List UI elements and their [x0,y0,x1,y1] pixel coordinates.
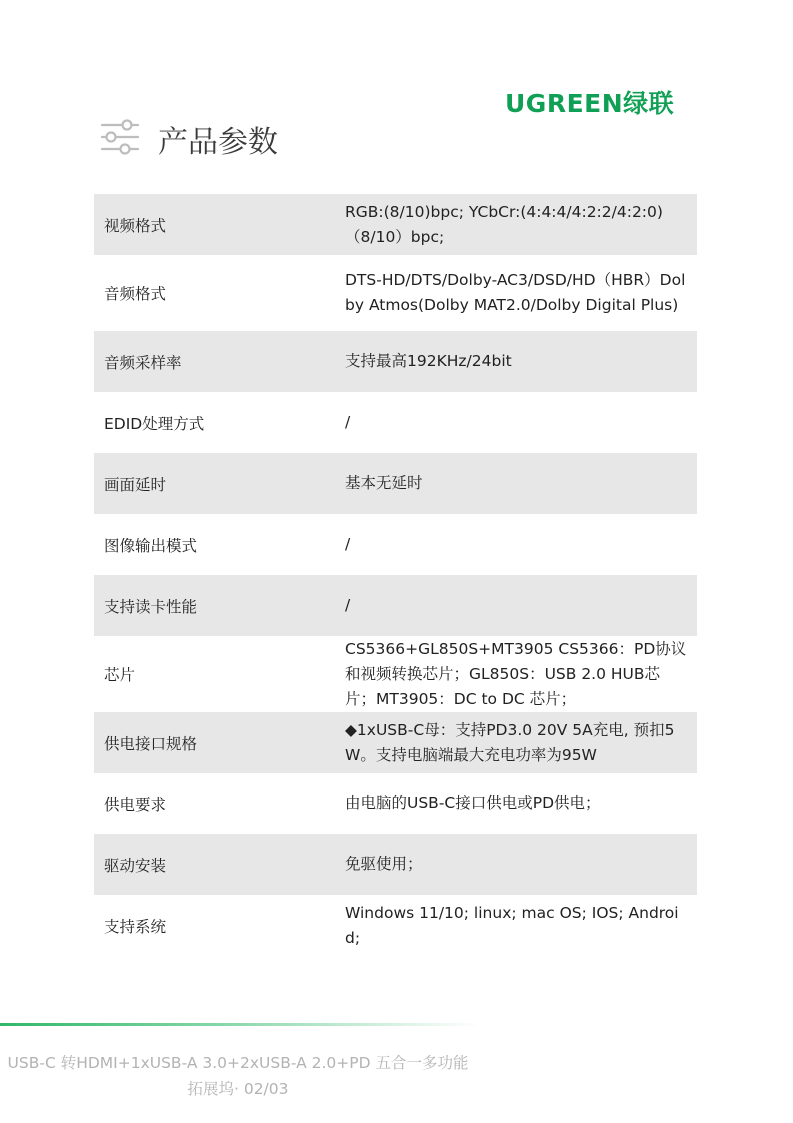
section-heading [100,118,278,160]
footer-page-number: · 02/03 [233,1080,289,1098]
spec-name: EDID处理方式 [104,414,205,433]
page-title: 产品参数 [158,125,278,160]
spec-value: 免驱使用； [345,855,423,873]
spec-row [94,895,697,956]
spec-value: 支持最高192KHz/24bit [345,352,512,370]
spec-name: 画面延时 [104,475,167,494]
spec-name: 供电要求 [104,795,167,814]
spec-row [94,712,697,773]
spec-name: 图像输出模式 [104,536,198,555]
spec-value: RGB:(8/10)bpc; YCbCr:(4:4:4/4:2:2/4:2:0)（8/10）bpc; [345,202,663,246]
spec-row [94,834,697,895]
spec-value: Windows 11/10; linux; mac OS; IOS; Android; [345,903,679,947]
spec-name: 音频采样率 [104,353,182,372]
spec-value: / [345,413,351,431]
spec-name: 视频格式 [104,216,167,235]
spec-row [94,636,697,712]
footer-divider [0,1023,480,1026]
ugreen-logo: UGREEN绿联 [505,89,675,118]
spec-name: 支持读卡性能 [104,597,198,616]
spec-name: 供电接口规格 [104,734,198,753]
spec-row [94,331,697,392]
spec-value: / [345,535,351,553]
spec-row [94,453,697,514]
spec-value: / [345,596,351,614]
spec-name: 驱动安装 [104,856,167,875]
spec-value: ◆1xUSB-C母：支持PD3.0 20V 5A充电, 预扣5W。支持电脑端最大充电功率为95W [345,720,675,764]
spec-value: CS5366+GL850S+MT3905 CS5366：PD协议和视频转换芯片；GL850S：USB 2.0 HUB芯片；MT3905：DC to DC 芯片； [345,639,687,708]
spec-value: 基本无延时 [345,474,423,492]
spec-value: 由电脑的USB-C接口供电或PD供电； [345,794,601,812]
sliders-icon [100,117,140,161]
spec-row [94,514,697,575]
spec-name: 音频格式 [104,285,167,303]
spec-row [94,575,697,636]
spec-row [94,773,697,834]
spec-value: DTS-HD/DTS/Dolby-AC3/DSD/HD（HBR）Dolby Atmos(Dolby MAT2.0/Dolby Digital Plus) [345,271,686,314]
spec-name: 支持系统 [104,917,167,936]
footer-product-name: USB-C 转HDMI+1xUSB-A 3.0+2xUSB-A 2.0+PD 五合一多功能拓展坞 [7,1054,469,1098]
spec-name: 芯片 [104,666,136,684]
spec-row [94,194,697,255]
spec-row [94,392,697,453]
spec-row [94,255,697,331]
footer-caption [0,1050,476,1102]
spec-table [94,194,697,956]
